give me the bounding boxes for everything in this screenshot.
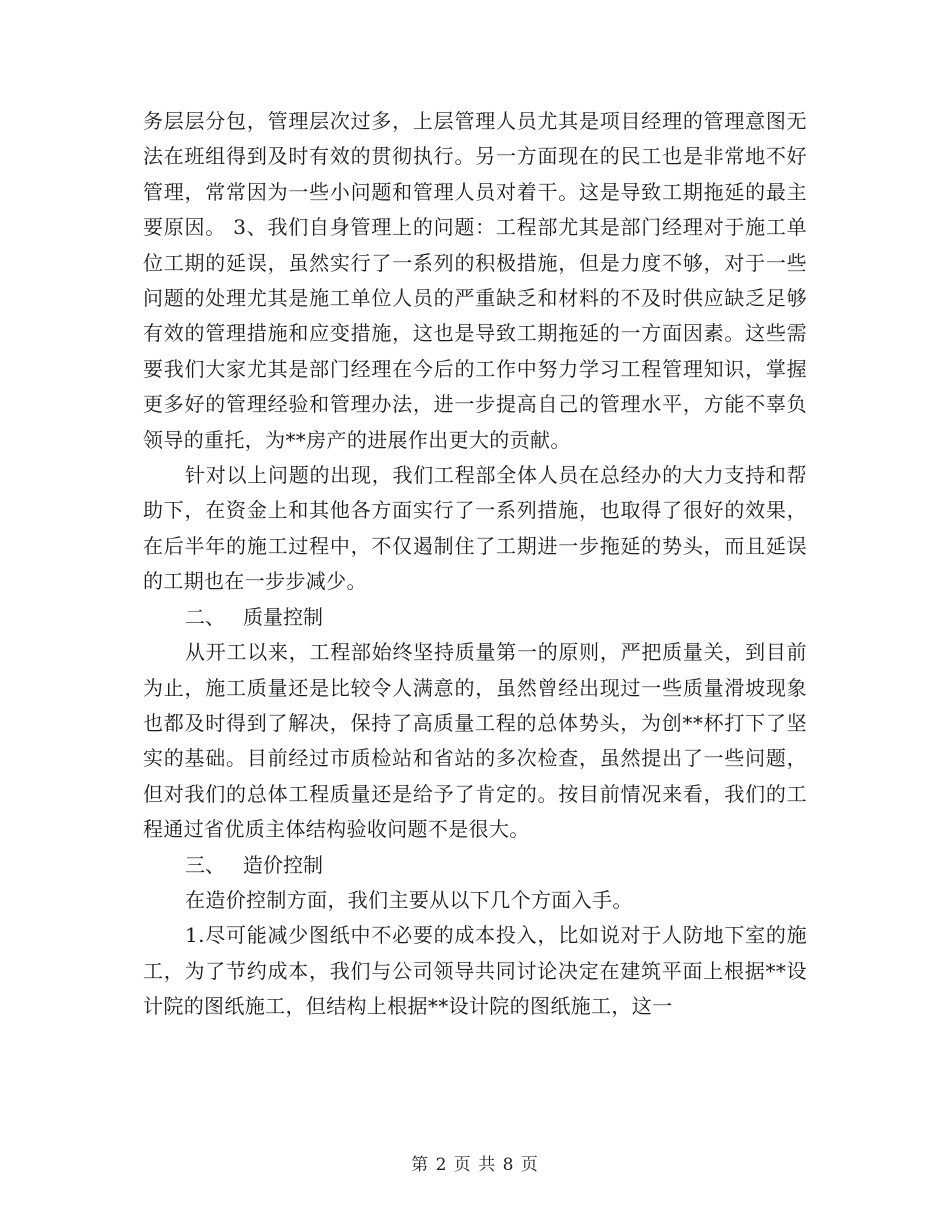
section-heading-cost: [143, 848, 807, 883]
section-number: 三、: [185, 852, 225, 877]
section-title: 质量控制: [243, 604, 323, 629]
section-number: 二、: [185, 604, 225, 629]
paragraph-quality: 从开工以来，工程部始终坚持质量第一的原则，严把质量关，到目前为止，施工质量还是比较令人满意的，虽然曾经出现过一些质量滑坡现象也都及时得到了解决，保持了高质量工程的总体势头，为创**杯打下了坚实的基础。目前经过市质检站和省站的多次检查，虽然提出了一些问题，但对我们的总体工程质量还是给予了肯定的。按目前情况来看，我们的工程通过省优质主体结构验收问题不是很大。: [143, 640, 807, 842]
paragraph-cost-intro: 在造价控制方面，我们主要从以下几个方面入手。: [185, 887, 633, 912]
paragraph-delay-causes: 务层层分包，管理层次过多，上层管理人员尤其是项目经理的管理意图无法在班组得到及时有效的贯彻执行。另一方面现在的民工也是非常地不好管理，常常因为一些小问题和管理人员对着干。这是导致工期拖延的最主要原因。 3、我们自身管理上的问题：工程部尤其是部门经理对于施工单位工期的延误，虽然实行了一系列的积极措施，但是力度不够，对于一些问题的处理尤其是施工单位人员的严重缺乏和材料的不及时供应缺乏足够有效的管理措施和应变措施，这也是导致工期拖延的一方面因素。这些需要我们大家尤其是部门经理在今后的工作中努力学习工程管理知识，掌握更多好的管理经验和管理办法，进一步提高自己的管理水平，方能不辜负领导的重托，为**房产的进展作出更大的贡献。: [143, 109, 807, 452]
page-footer: 第 2 页 共 8 页: [411, 1155, 539, 1175]
document-body: [143, 104, 807, 1025]
section-title: 造价控制: [243, 852, 323, 877]
section-heading-quality: [143, 600, 807, 635]
paragraph-measures: 针对以上问题的出现，我们工程部全体人员在总经办的大力支持和帮助下，在资金上和其他各方面实行了一系列措施，也取得了很好的效果，在后半年的施工过程中，不仅遏制住了工期进一步拖延的势头，而且延误的工期也在一步步减少。: [143, 463, 807, 594]
paragraph-cost-item-1: 1.尽可能减少图纸中不必要的成本投入，比如说对于人防地下室的施工，为了节约成本，我们与公司领导共同讨论决定在建筑平面上根据**设计院的图纸施工，但结构上根据**设计院的图纸施工，这一: [143, 923, 807, 1019]
